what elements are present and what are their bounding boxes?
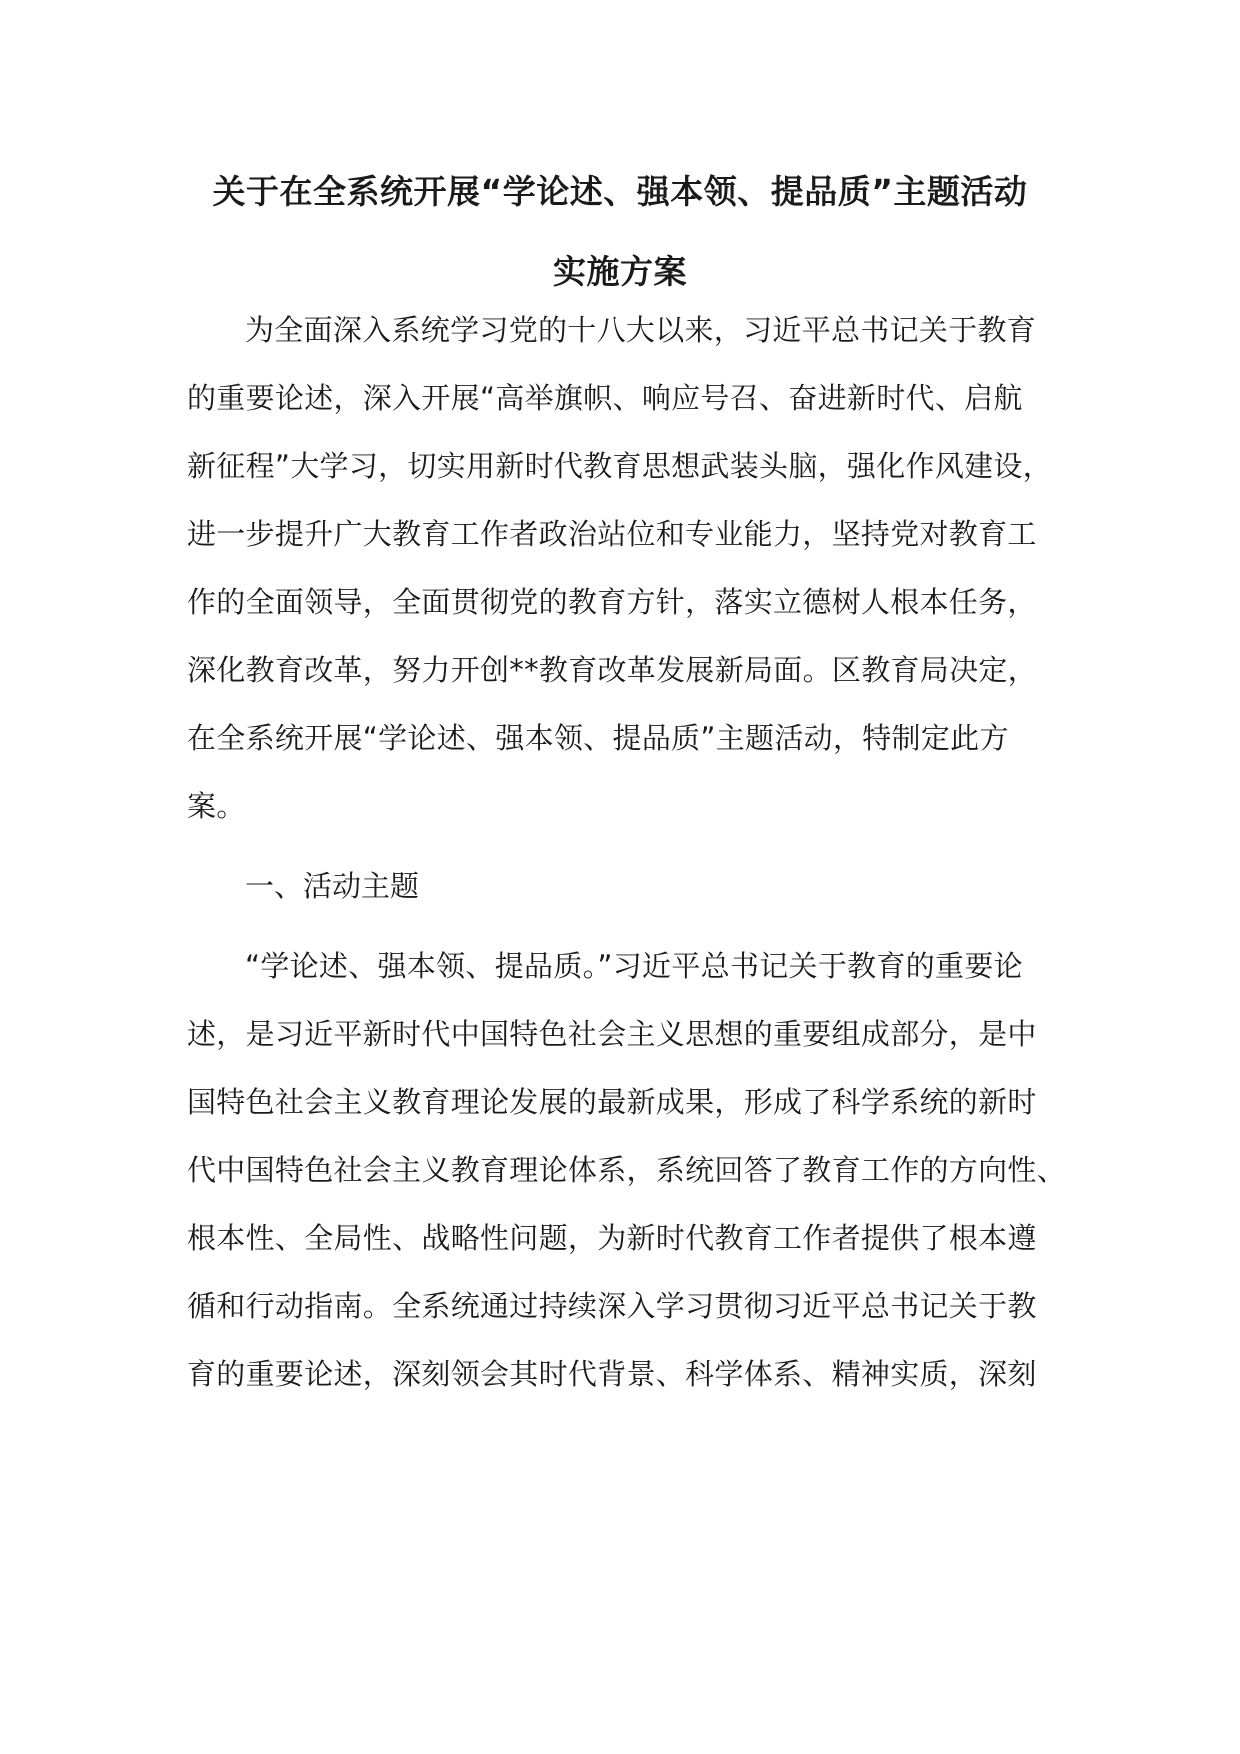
section-paragraph-line: 根本性、全局性、战略性问题，为新时代教育工作者提供了根本遵 — [187, 1221, 1037, 1255]
section-paragraph-line: 国特色社会主义教育理论发展的最新成果，形成了科学系统的新时 — [187, 1085, 1037, 1119]
section-paragraph-line: 代中国特色社会主义教育理论体系，系统回答了教育工作的方向性、 — [187, 1153, 1067, 1187]
intro-paragraph-line: 为全面深入系统学习党的十八大以来，习近平总书记关于教育 — [245, 313, 1037, 347]
document-title-line-1: 关于在全系统开展“学论述、强本领、提品质”主题活动 — [212, 172, 1028, 211]
section-paragraph-line: 循和行动指南。全系统通过持续深入学习贯彻习近平总书记关于教 — [187, 1289, 1037, 1323]
intro-paragraph-line: 进一步提升广大教育工作者政治站位和专业能力，坚持党对教育工 — [187, 517, 1037, 551]
intro-paragraph-line: 案。 — [187, 789, 246, 823]
intro-paragraph-line: 新征程”大学习，切实用新时代教育思想武装头脑，强化作风建设， — [187, 449, 1053, 483]
intro-paragraph-line: 在全系统开展“学论述、强本领、提品质”主题活动，特制定此方 — [187, 721, 1009, 755]
section-paragraph-line: 述，是习近平新时代中国特色社会主义思想的重要组成部分，是中 — [187, 1017, 1037, 1051]
section-heading: 一、活动主题 — [245, 869, 420, 903]
section-paragraph-line: “学论述、强本领、提品质。”习近平总书记关于教育的重要论 — [245, 949, 1023, 983]
intro-paragraph-line: 的重要论述，深入开展“高举旗帜、响应号召、奋进新时代、启航 — [187, 381, 1023, 415]
intro-paragraph-line: 作的全面领导，全面贯彻党的教育方针，落实立德树人根本任务， — [187, 585, 1037, 619]
document-title-line-2: 实施方案 — [553, 252, 687, 291]
intro-paragraph-line: 深化教育改革，努力开创**教育改革发展新局面。区教育局决定， — [187, 653, 1038, 687]
section-paragraph-line: 育的重要论述，深刻领会其时代背景、科学体系、精神实质，深刻 — [187, 1357, 1037, 1391]
